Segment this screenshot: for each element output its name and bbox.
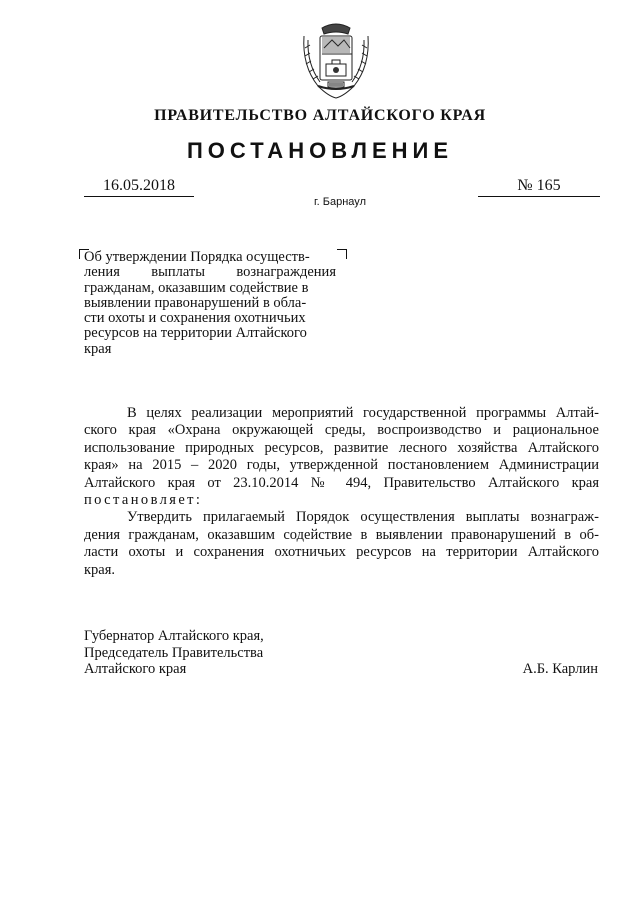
document-city: г. Барнаул — [314, 196, 366, 208]
document-number: № 165 — [478, 177, 600, 197]
document-type: ПОСТАНОВЛЕНИЕ — [186, 138, 454, 163]
body-line: ского края «Охрана окружающей среды, воспроизводство и рациональное — [84, 422, 599, 439]
bracket-top-right — [337, 249, 347, 259]
decree-word: постановляет: — [84, 492, 203, 509]
signatory-name: А.Б. Карлин — [522, 661, 598, 677]
subject-line: ресурсов на территории Алтайского — [84, 325, 307, 342]
body-line: использование природных ресурсов, развитие лесного хозяйства Алтайского — [84, 439, 599, 456]
signatory-position — [84, 628, 264, 678]
body-line: ласти охоты и сохранения охотничьих ресурсов на территории Алтайского — [84, 544, 599, 561]
government-name: ПРАВИТЕЛЬСТВО АЛТАЙСКОГО КРАЯ — [154, 107, 486, 124]
subject-line: сти охоты и сохранения охотничьих — [84, 310, 306, 327]
subject-line: выявлении правонарушений в обла- — [84, 294, 307, 311]
position-line: Председатель Правительства — [84, 644, 264, 661]
body-line: дения гражданам, оказавшим содействие в выявлении правонарушений в об- — [84, 526, 599, 543]
position-line: Алтайского края — [84, 661, 187, 677]
document-body — [84, 405, 599, 579]
coat-of-arms-icon — [298, 18, 374, 100]
document-date: 16.05.2018 — [84, 177, 194, 197]
subject-line: гражданам, оказавшим содействие в — [84, 279, 309, 296]
body-line: Утвердить прилагаемый Порядок осуществления выплаты вознаграж- — [127, 509, 599, 526]
subject-line: ления выплаты вознаграждения — [84, 264, 336, 281]
subject-line: края — [84, 340, 112, 357]
body-line: края» на 2015 – 2020 годы, утвержденной постановлением Администрации — [84, 457, 599, 474]
position-line: Губернатор Алтайского края, — [84, 628, 264, 644]
body-line: В целях реализации мероприятий государственной программы Алтай- — [127, 405, 599, 421]
body-line: Алтайского края от 23.10.2014 № 494, Правительство Алтайского края — [84, 474, 599, 491]
document-subject — [84, 250, 336, 357]
subject-line: Об утверждении Порядка осуществ- — [84, 249, 310, 265]
body-line: края. — [84, 561, 116, 578]
